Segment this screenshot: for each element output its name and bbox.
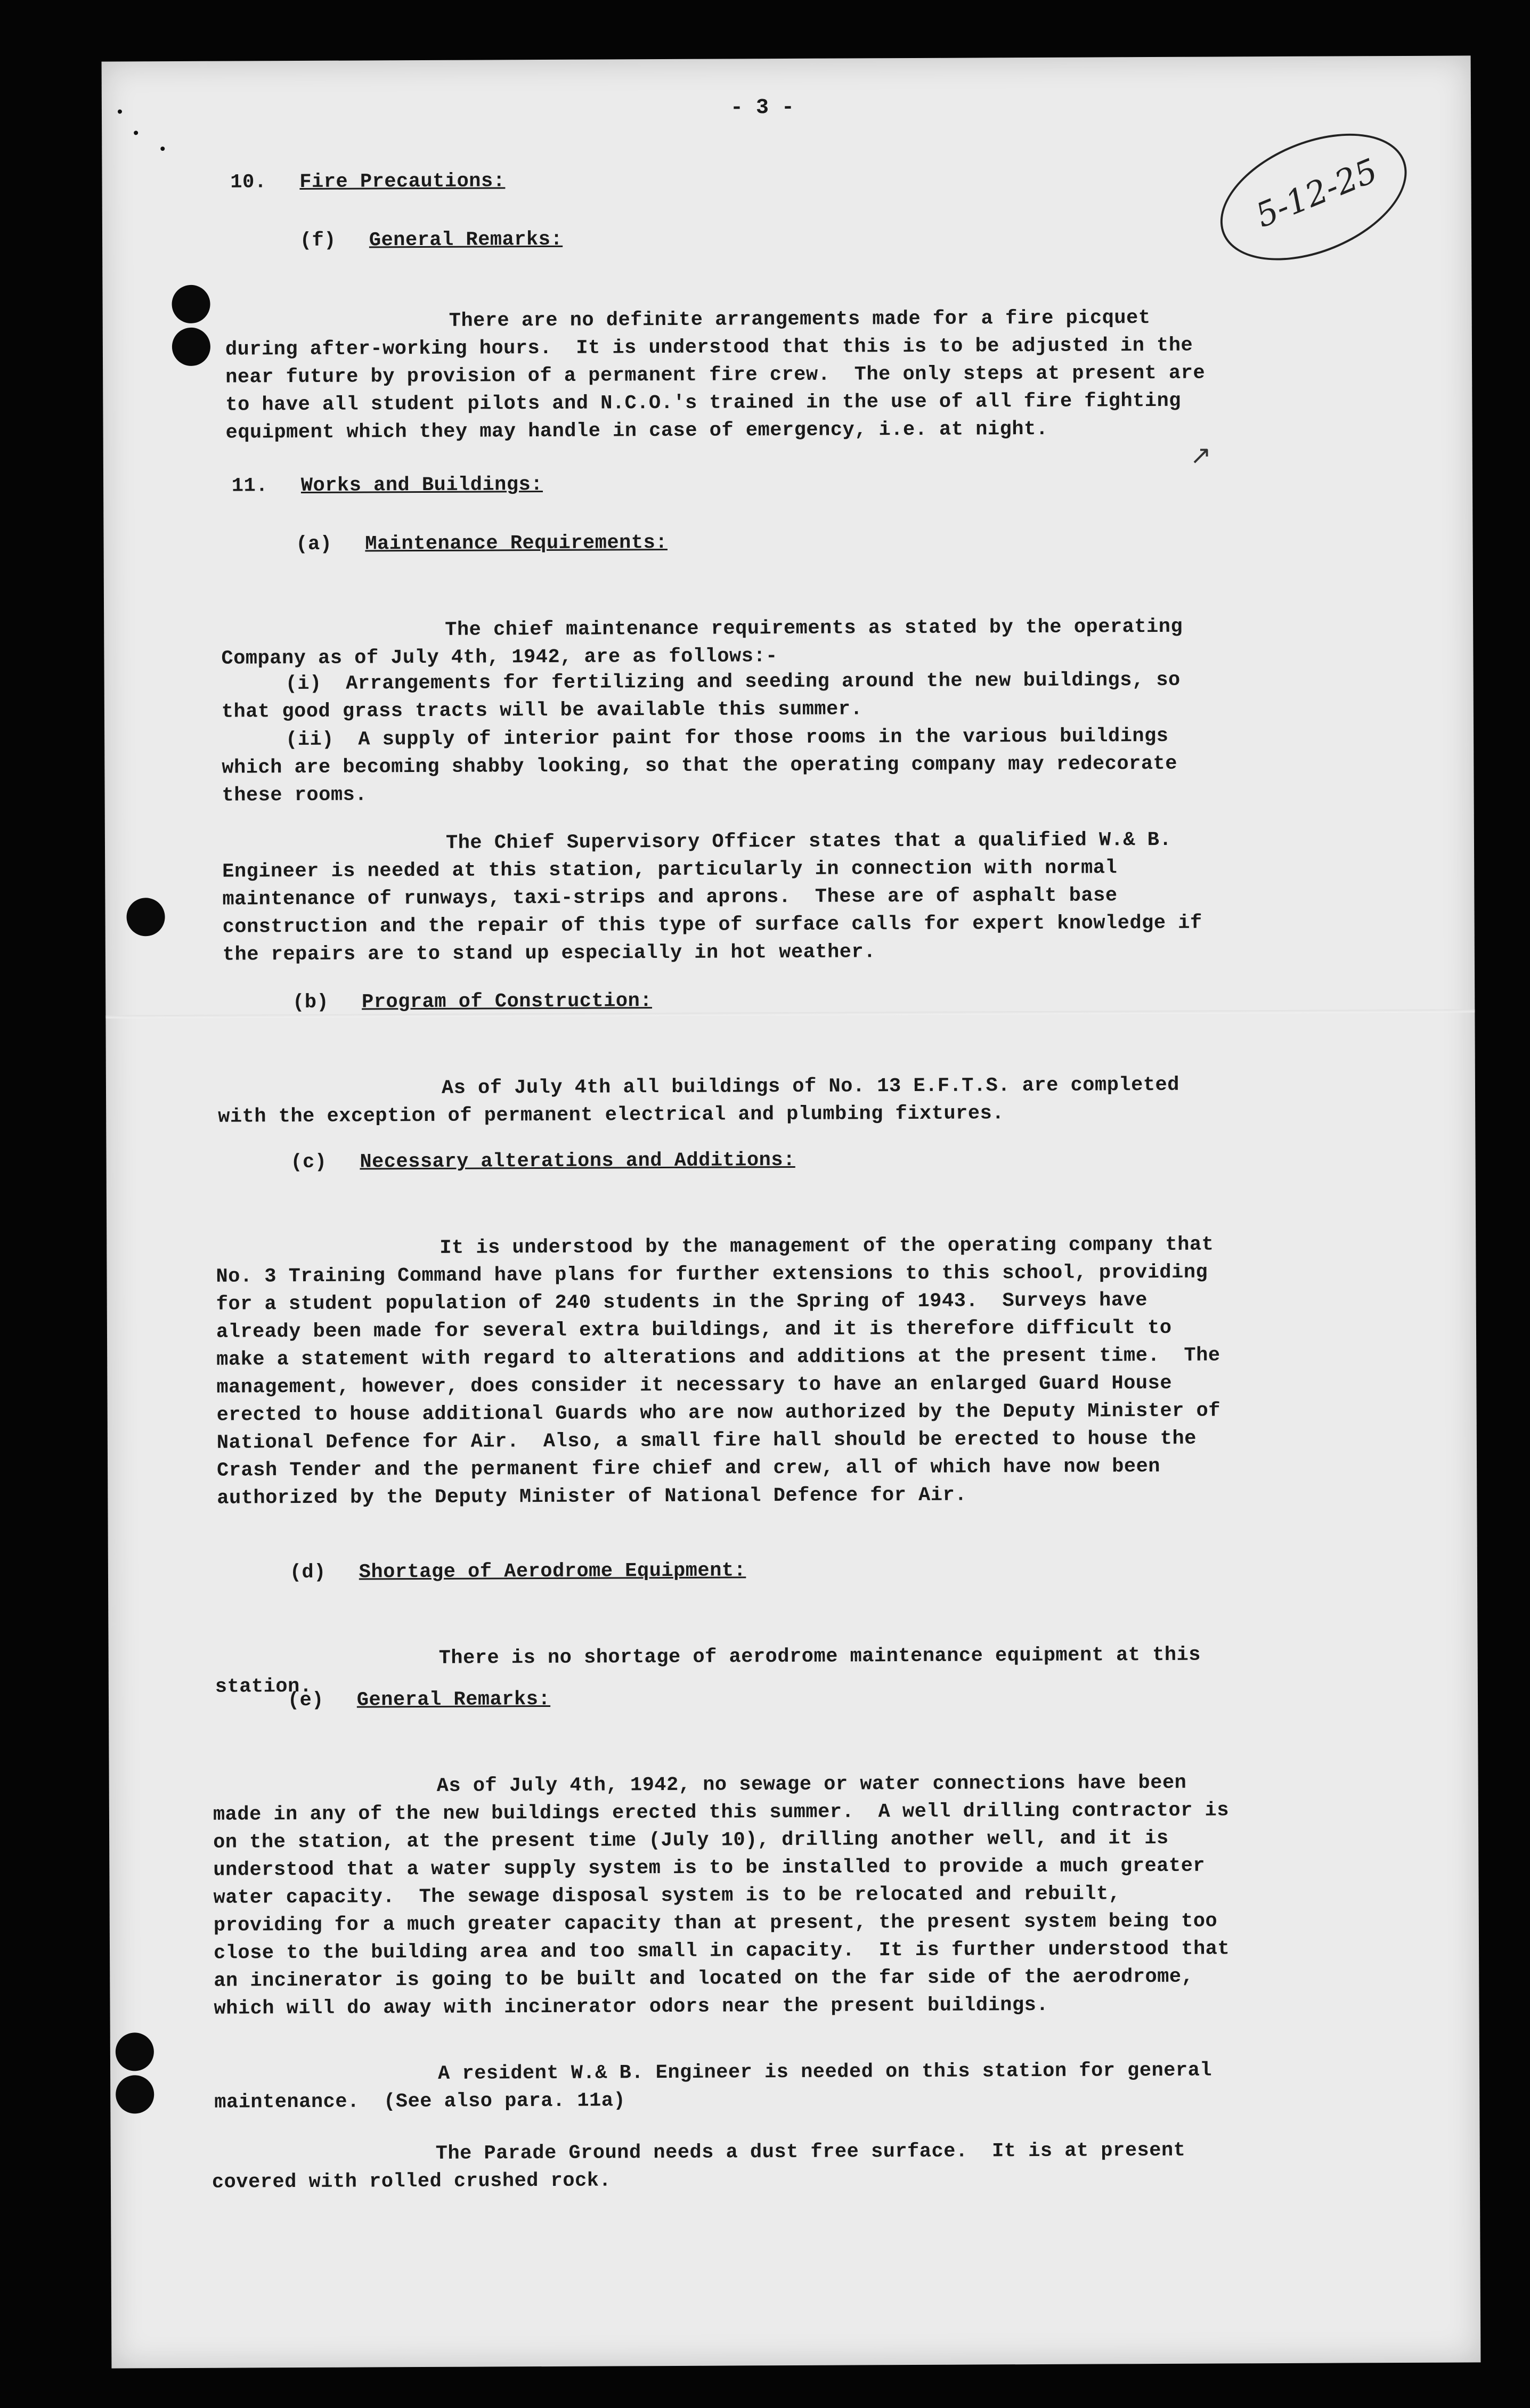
punch-hole — [172, 285, 210, 323]
section-title: Works and Buildings: — [300, 474, 543, 498]
check-mark-icon: ↗ — [1190, 440, 1212, 470]
section-title: Fire Precautions: — [299, 170, 506, 194]
paragraph-11c — [216, 1175, 1233, 1567]
paragraph-text: It is understood by the management of the operating company that No. 3 Training Command have plans for further extensions to this school, providing for a student population of 240 students in the Spring of 1943. Surveys have already been made for several extra buildings, and it is therefore difficult to make a statement with regard to alterations and additions at the present time. The management, however, does consider it necessary to have an enlarged Guard House erected to house additional Guards who are now authorized by the Deputy Minister of National Defence for Air. Also, a small fire hall should be erected to house the Crash Tender and the permanent fire chief and crew, all of which have now been authorized by the Deputy Minister of National Defence for Air. — [216, 1233, 1233, 1510]
list-item-text: (i) Arrangements for fertilizing and seeding around the new buildings, so that good grass tracts will be available this summer. — [221, 669, 1193, 723]
punch-hole — [172, 328, 210, 366]
punch-hole — [116, 2075, 154, 2113]
paragraph-text: There are no definite arrangements made for a fire picquet during after-working hours. It is understood that this is to be adjusted in the near future by provision of a permanent fire crew. The only steps at present are to have all student pilots and N.C.O.'s trained in the use of all fire fighting equipment which they may handle in case of emergency, i.e. at night. — [225, 306, 1217, 444]
section-number: 11. — [231, 475, 268, 498]
subsection-label: (d) — [289, 1561, 326, 1584]
subsection-label: (e) — [287, 1689, 324, 1712]
paragraph-text: The Chief Supervisory Officer states that a qualified W.& B. Engineer is needed at this station, particularly in connection with normal maintenance of runways, taxi-strips and aprons. These are of asphalt base construction and the repair of this type of surface calls for expert knowledge if the repairs are to stand up especially in hot weather. — [222, 828, 1215, 966]
paragraph-text: There is no shortage of aerodrome maintenance equipment at this station. — [215, 1644, 1213, 1698]
document-page — [102, 55, 1481, 2368]
subsection-label: (a) — [296, 533, 332, 556]
speck — [160, 147, 165, 151]
handwritten-note: 5-12-25 — [1250, 151, 1383, 235]
subsection-title: General Remarks: — [356, 1688, 551, 1712]
punch-hole — [116, 2032, 154, 2071]
punch-hole — [126, 898, 165, 936]
list-item-text: (ii) A supply of interior paint for those rooms in the various buildings which are becoming shabby looking, so that the operating company may redecorate these rooms. — [222, 725, 1190, 807]
paragraph-text: As of July 4th, 1942, no sewage or water connections have been made in any of the new buildings erected this summer. A well drilling contractor is on the station, at the present time (July 10), drilling another well, and it is understood that a water supply system is to be installed to provide a much greater water capacity. The sewage disposal system is to be relocated and rebuilt, providing for a much greater capacity than at present, the present system being too close to the building area and too small in capacity. It is further understood that an incinerator is going to be built and located on the far side of the aerodrome, which will do away with incinerator odors near the present buildings. — [213, 1771, 1242, 2020]
subsection-title: Program of Construction: — [362, 990, 653, 1014]
paragraph-text: A resident W.& B. Engineer is needed on this station for general maintenance. (See also para. 11a) — [214, 2059, 1224, 2114]
paragraph-11e-parade — [211, 2081, 1230, 2251]
paragraph-text: The Parade Ground needs a dust free surface. It is at present covered with rolled crushed rock. — [211, 2139, 1198, 2194]
subsection-title: General Remarks: — [369, 228, 563, 252]
section-number: 10. — [230, 171, 267, 194]
subsection-label: (b) — [292, 991, 329, 1014]
subsection-label: (c) — [290, 1151, 327, 1174]
subsection-label: (f) — [299, 229, 337, 253]
subsection-title: Shortage of Aerodrome Equipment: — [359, 1559, 746, 1584]
subsection-title: Necessary alterations and Additions: — [360, 1149, 795, 1174]
speck — [134, 131, 138, 135]
page-number: - 3 - — [730, 95, 795, 120]
paragraph-text: The chief maintenance requirements as stated by the operating Company as of July 4th, 1942, are as follows:- — [221, 615, 1195, 670]
speck — [118, 109, 122, 113]
paragraph-text: As of July 4th all buildings of No. 13 E.F.T.S. are completed with the exception of permanent electrical and plumbing fixtures. — [218, 1073, 1192, 1128]
subsection-title: Maintenance Requirements: — [365, 532, 668, 556]
